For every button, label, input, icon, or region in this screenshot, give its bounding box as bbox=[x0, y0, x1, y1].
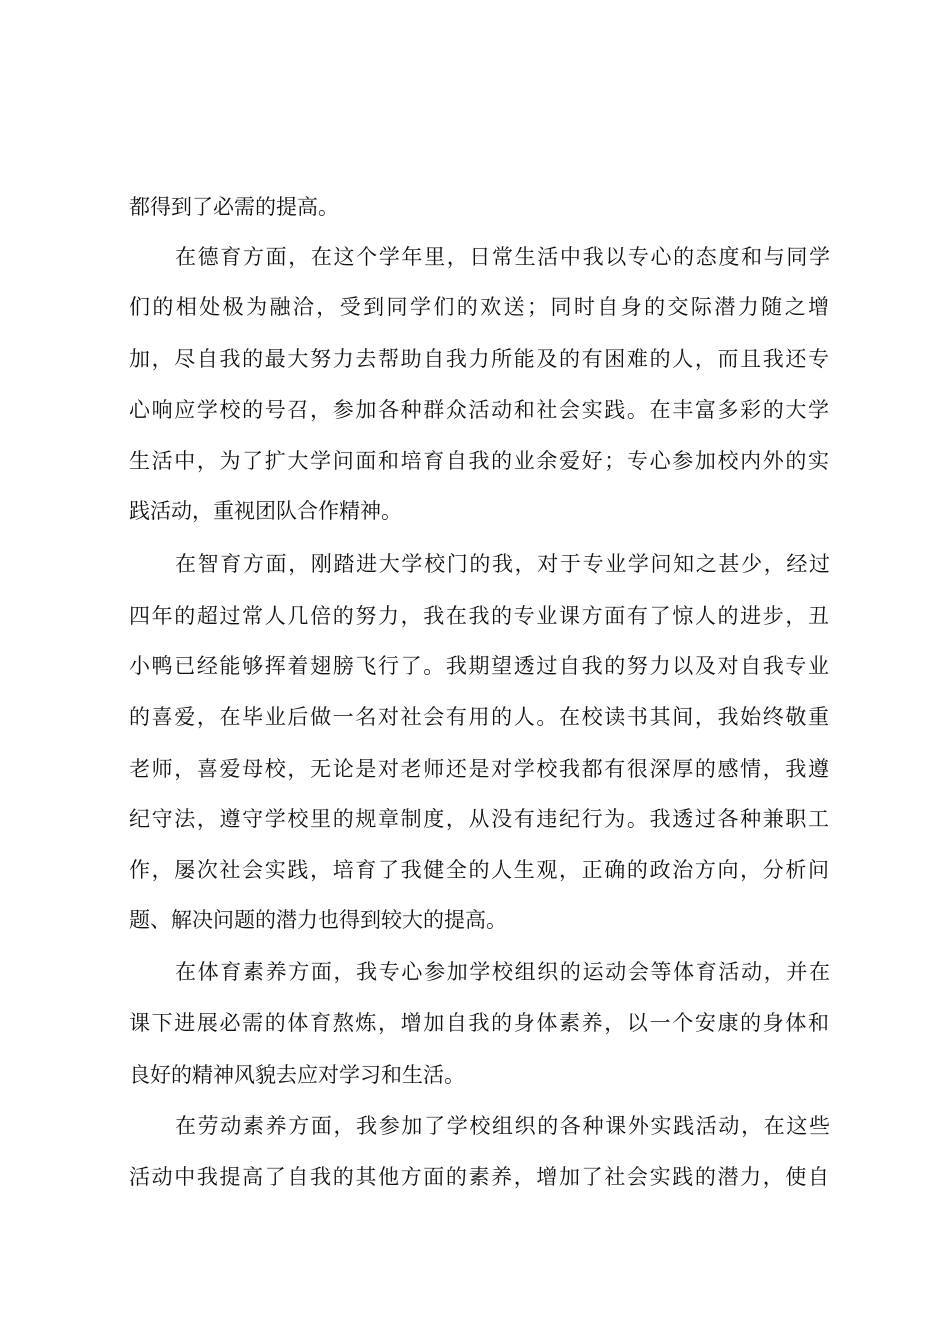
paragraph-sports-line: 在体育素养方面，我专心参加学校组织的运动会等体育活动，并在 bbox=[175, 960, 830, 984]
paragraph-moral-line: 生活中，为了扩大学问面和培育自我的业余爱好；专心参加校内外的实 bbox=[129, 449, 829, 473]
paragraph-labor-line: 在劳动素养方面，我参加了学校组织的各种课外实践活动，在这些 bbox=[175, 1114, 830, 1138]
paragraph-moral-line: 加，尽自我的最大努力去帮助自我力所能及的有困难的人，而且我还专 bbox=[129, 347, 829, 371]
paragraph-moral-line: 在德育方面，在这个学年里，日常生活中我以专心的态度和与同学 bbox=[175, 245, 830, 269]
paragraph-intellect-line: 老师，喜爱母校，无论是对老师还是对学校我都有很深厚的感情，我遵 bbox=[129, 757, 829, 781]
paragraph-intellect-line: 的喜爱，在毕业后做一名对社会有用的人。在校读书其间，我始终敬重 bbox=[129, 705, 829, 729]
paragraph-sports-line: 课下进展必需的体育熬炼，增加自我的身体素养，以一个安康的身体和 bbox=[129, 1011, 829, 1035]
paragraph-intellect-line: 题、解决问题的潜力也得到较大的提高。 bbox=[129, 908, 507, 932]
paragraph-intellect-line: 小鸭已经能够挥着翅膀飞行了。我期望透过自我的努力以及对自我专业 bbox=[129, 654, 829, 678]
paragraph-labor-line: 活动中我提高了自我的其他方面的素养，增加了社会实践的潜力，使自 bbox=[129, 1165, 829, 1189]
paragraph-moral-line: 践活动，重视团队合作精神。 bbox=[129, 499, 402, 523]
paragraph-intellect-line: 纪守法，遵守学校里的规章制度，从没有违纪行为。我透过各种兼职工 bbox=[129, 807, 829, 831]
paragraph-intellect-line: 四年的超过常人几倍的努力，我在我的专业课方面有了惊人的进步，丑 bbox=[129, 604, 829, 628]
paragraph-moral-line: 心响应学校的号召，参加各种群众活动和社会实践。在丰富多彩的大学 bbox=[129, 398, 829, 422]
text-line: 都得到了必需的提高。 bbox=[129, 195, 339, 219]
paragraph-intellect-line: 在智育方面，刚踏进大学校门的我，对于专业学问知之甚少，经过 bbox=[175, 552, 830, 576]
paragraph-moral-line: 们的相处极为融洽，受到同学们的欢送；同时自身的交际潜力随之增 bbox=[129, 295, 829, 319]
paragraph-sports-line: 良好的精神风貌去应对学习和生活。 bbox=[129, 1063, 465, 1087]
paragraph-intellect-line: 作，屡次社会实践，培育了我健全的人生观，正确的政治方向，分析问 bbox=[129, 858, 829, 882]
